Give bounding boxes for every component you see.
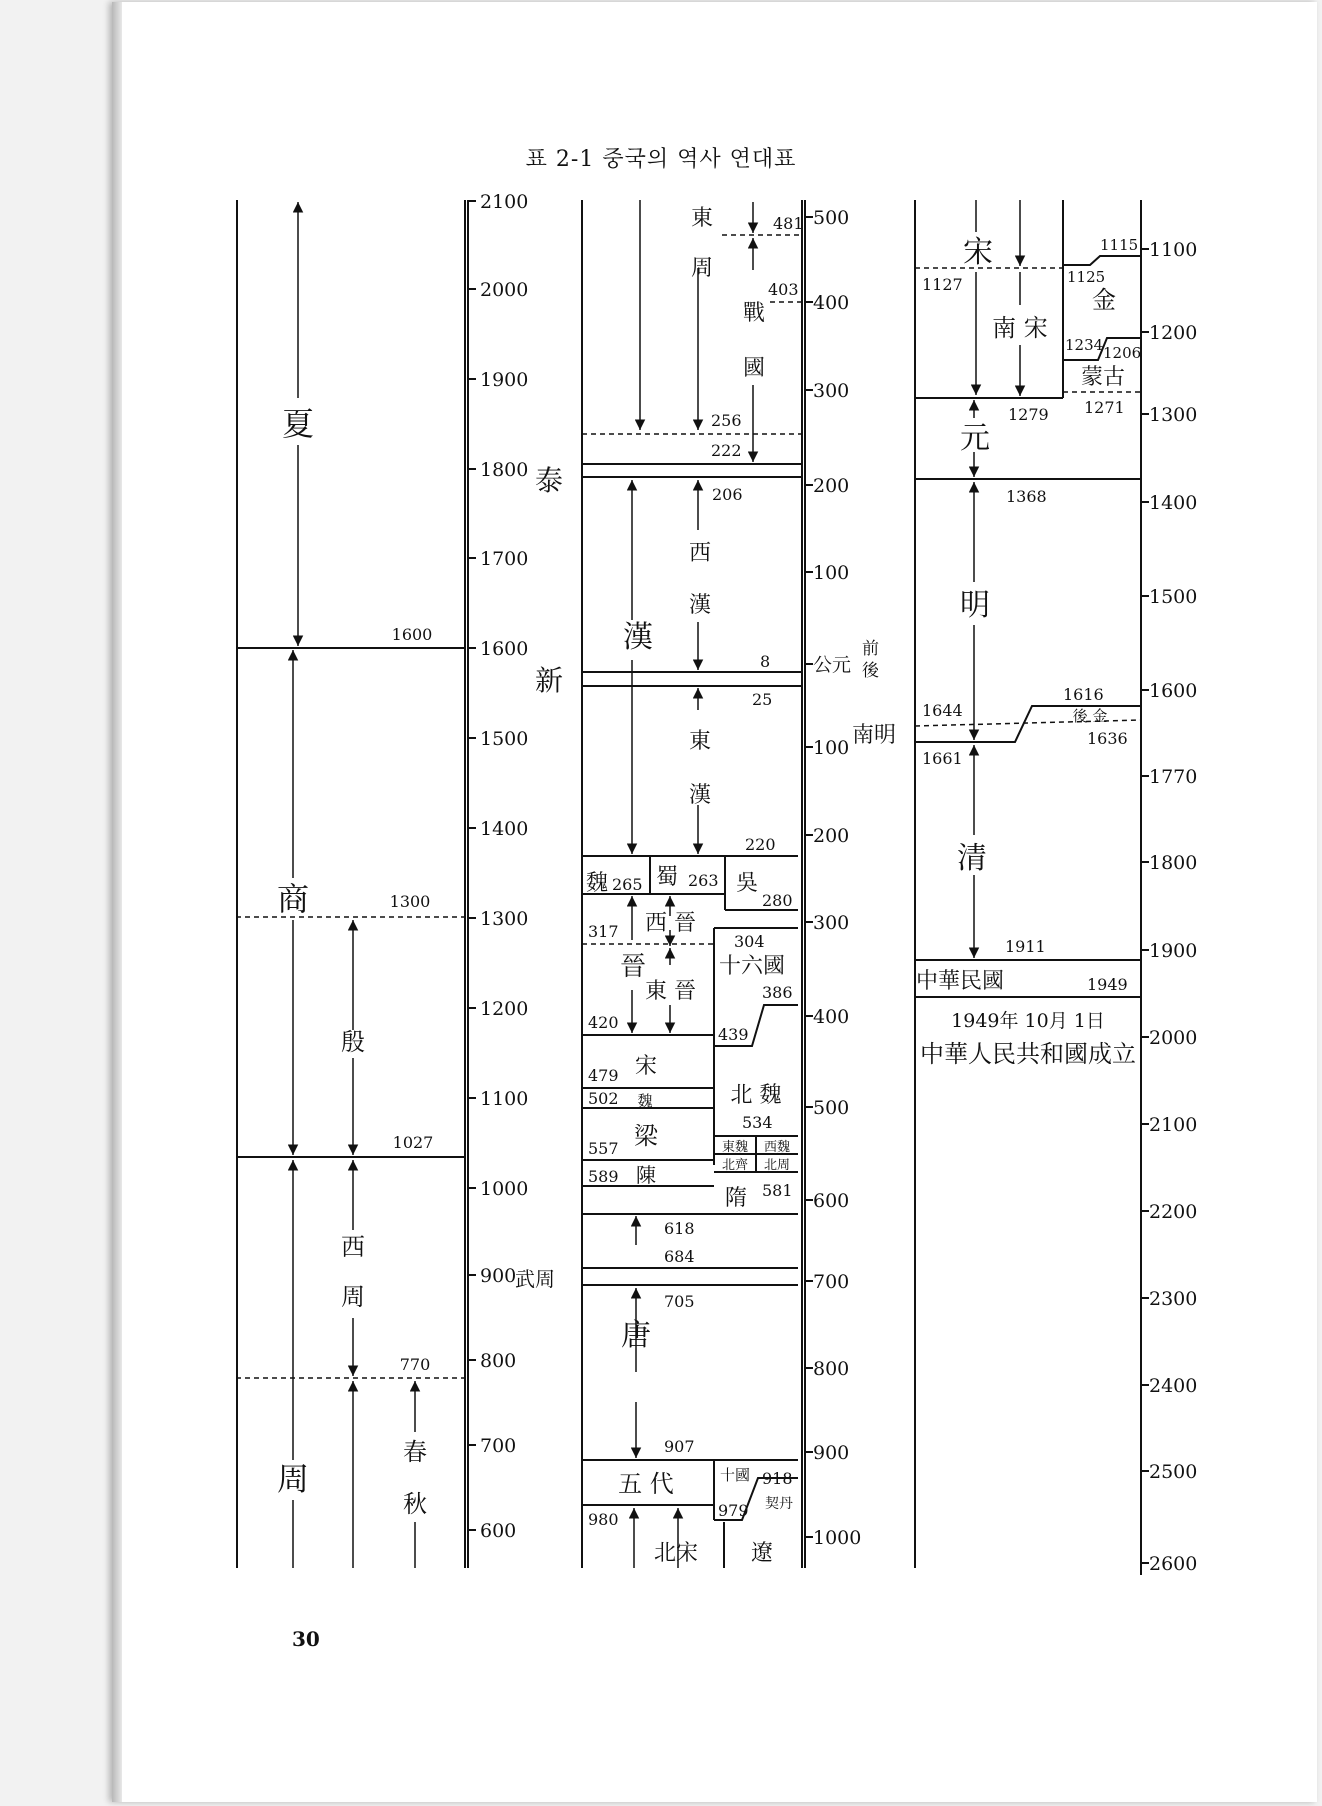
- year-770: 770: [399, 1355, 431, 1374]
- label-han: 漢: [623, 620, 653, 655]
- label-qidan: 契丹: [765, 1496, 793, 1512]
- label-ejin: 東 晉: [645, 979, 696, 1004]
- year-25: 25: [752, 690, 773, 709]
- a2-tick-label: 300: [813, 380, 850, 402]
- label-qi-s: 魏: [637, 1092, 653, 1110]
- label-chen: 陳: [636, 1163, 656, 1187]
- label-sixteen: 十六國: [718, 954, 786, 979]
- a1-tick-label: 1900: [480, 369, 529, 391]
- label-ezhou-2: 周: [690, 256, 714, 281]
- label-zhanguo-1: 戰: [742, 301, 766, 326]
- year-918: 918: [762, 1469, 793, 1488]
- year-1600: 1600: [391, 625, 433, 644]
- label-whan-2: 漢: [688, 593, 712, 618]
- a2-tick-label: 100: [813, 562, 850, 584]
- year-8: 8: [760, 652, 771, 671]
- year-980: 980: [588, 1510, 619, 1529]
- a2-tick-label: 100: [813, 737, 850, 759]
- label-nansong: 南 宋: [992, 314, 1048, 342]
- year-1027: 1027: [392, 1133, 434, 1152]
- a3-tick-label: 2400: [1149, 1375, 1198, 1397]
- year-479: 479: [588, 1066, 619, 1085]
- year-1206: 1206: [1103, 344, 1142, 362]
- year-304: 304: [734, 932, 765, 951]
- axis-1: [468, 191, 528, 1568]
- era-before-label: 前: [862, 639, 879, 659]
- a2-tick-label: 1000: [813, 1527, 862, 1549]
- label-song-s: 宋: [634, 1054, 658, 1079]
- a3-tick-label: 2200: [1149, 1201, 1198, 1223]
- a1-tick-label: 2000: [480, 279, 529, 301]
- year-420: 420: [588, 1013, 619, 1032]
- year-705: 705: [664, 1292, 695, 1311]
- label-xiwei: 西魏: [763, 1140, 791, 1155]
- a3-tick-label: 1200: [1149, 322, 1198, 344]
- year-907: 907: [664, 1437, 695, 1456]
- a1-tick-label: 1100: [480, 1088, 529, 1110]
- axis-3: [1141, 200, 1197, 1575]
- a1-tick-label: 1500: [480, 728, 529, 750]
- year-502: 502: [588, 1089, 619, 1108]
- label-dongwei: 東魏: [721, 1140, 749, 1155]
- label-liang: 梁: [634, 1122, 658, 1150]
- year-589: 589: [588, 1167, 619, 1186]
- a2-tick-label: 400: [813, 292, 850, 314]
- year-534: 534: [742, 1113, 773, 1132]
- label-nwei: 北 魏: [730, 1083, 782, 1108]
- a3-tick-label: 2100: [1149, 1114, 1198, 1136]
- label-prc: 中華人民共和國成立: [920, 1040, 1136, 1068]
- year-1636: 1636: [1087, 729, 1128, 748]
- label-houjin: 後 金: [1072, 707, 1108, 725]
- label-shang: 商: [276, 880, 310, 918]
- a2-tick-label: 500: [813, 1097, 850, 1119]
- label-wzhou-1: 西: [341, 1233, 365, 1261]
- year-979: 979: [718, 1501, 749, 1520]
- year-1300: 1300: [389, 892, 431, 911]
- year-1911: 1911: [1005, 937, 1046, 956]
- year-265: 265: [612, 875, 643, 894]
- label-wuzhou: 武周: [515, 1267, 555, 1291]
- label-chunqiu-2: 秋: [403, 1490, 427, 1518]
- label-whan-1: 西: [688, 541, 712, 566]
- a2-tick-label: 600: [813, 1190, 850, 1212]
- year-403: 403: [768, 280, 799, 299]
- label-sui: 隋: [724, 1186, 748, 1211]
- a3-tick-label: 1800: [1149, 852, 1198, 874]
- year-1644: 1644: [922, 701, 963, 720]
- year-618: 618: [664, 1219, 695, 1238]
- a1-tick-label: 1800: [480, 459, 529, 481]
- label-yuan: 元: [960, 421, 990, 456]
- year-581: 581: [762, 1181, 793, 1200]
- a3-tick-label: 1500: [1149, 586, 1198, 608]
- year-1949: 1949: [1087, 975, 1128, 994]
- label-ezhou-1: 東: [690, 206, 714, 231]
- a1-tick-label: 800: [480, 1350, 517, 1372]
- label-yin: 殷: [341, 1028, 365, 1056]
- a3-tick-label: 1300: [1149, 404, 1198, 426]
- axis-2: [805, 200, 861, 1568]
- label-shu: 蜀: [656, 865, 679, 890]
- label-ehan-2: 漢: [688, 783, 712, 808]
- a1-tick-label: 1000: [480, 1178, 529, 1200]
- year-220: 220: [745, 835, 776, 854]
- year-1115: 1115: [1100, 236, 1139, 254]
- a3-tick-label: 2300: [1149, 1288, 1198, 1310]
- a3-tick-label: 1100: [1149, 239, 1198, 261]
- label-wjin: 西 晉: [645, 911, 696, 936]
- year-1125: 1125: [1067, 268, 1106, 286]
- label-wudai: 五 代: [618, 1470, 674, 1498]
- year-1279: 1279: [1008, 405, 1049, 424]
- label-xia: 夏: [281, 405, 315, 443]
- label-prc-date: 1949年 10月 1日: [951, 1010, 1105, 1032]
- a2-tick-label: 300: [813, 912, 850, 934]
- label-jin-jurchen: 金: [1092, 286, 1116, 314]
- a3-tick-label: 1600: [1149, 680, 1198, 702]
- a1-tick-label: 2100: [480, 191, 529, 213]
- a1-tick-label: 1400: [480, 818, 529, 840]
- a3-tick-label: 1770: [1149, 766, 1198, 788]
- label-ehan-1: 東: [688, 729, 712, 754]
- a3-tick-label: 2000: [1149, 1027, 1198, 1049]
- year-1127: 1127: [922, 275, 963, 294]
- label-nanming: 南明: [852, 723, 897, 748]
- page-number: 30: [292, 1627, 320, 1651]
- a1-tick-label: 1700: [480, 548, 529, 570]
- label-beizhou: 北周: [763, 1158, 791, 1173]
- a2-tick-label: 700: [813, 1271, 850, 1293]
- a3-tick-label: 1900: [1149, 940, 1198, 962]
- label-zhanguo-2: 國: [742, 356, 766, 381]
- label-tang: 唐: [621, 1318, 651, 1353]
- label-song: 宋: [963, 235, 993, 270]
- a2-tick-label: 200: [813, 475, 850, 497]
- year-1661: 1661: [922, 749, 963, 768]
- year-684: 684: [664, 1247, 695, 1266]
- label-wei: 魏: [586, 871, 609, 896]
- year-317: 317: [588, 922, 619, 941]
- a3-tick-label: 2600: [1149, 1553, 1198, 1575]
- year-263: 263: [688, 871, 719, 890]
- a1-tick-label: 1200: [480, 998, 529, 1020]
- a1-tick-label: 1300: [480, 908, 529, 930]
- a2-tick-label: 500: [813, 207, 850, 229]
- a2-tick-label: 900: [813, 1442, 850, 1464]
- a2-tick-label: 400: [813, 1006, 850, 1028]
- year-386: 386: [762, 983, 793, 1002]
- a1-tick-label: 1600: [480, 638, 529, 660]
- label-ming: 明: [960, 588, 990, 623]
- page-title: 표 2-1 중국의 역사 연대표: [525, 147, 797, 172]
- label-chunqiu-1: 春: [403, 1438, 427, 1466]
- label-wu: 吳: [736, 871, 759, 896]
- label-roc: 中華民國: [916, 969, 1005, 994]
- year-206: 206: [712, 485, 743, 504]
- year-222: 222: [711, 441, 742, 460]
- year-1234: 1234: [1065, 336, 1104, 354]
- a1-tick-label: 900: [480, 1265, 517, 1287]
- year-439: 439: [718, 1025, 749, 1044]
- a2-tick-label: 200: [813, 825, 850, 847]
- label-menggu: 蒙古: [1080, 365, 1126, 390]
- year-1616: 1616: [1063, 685, 1104, 704]
- year-256: 256: [711, 411, 742, 430]
- a1-tick-label: 600: [480, 1520, 517, 1542]
- year-1271: 1271: [1084, 398, 1125, 417]
- a3-tick-label: 2500: [1149, 1461, 1198, 1483]
- a2-tick-label: 800: [813, 1358, 850, 1380]
- a2-tick-label: 公元: [813, 654, 852, 676]
- label-jin: 晉: [620, 952, 647, 982]
- label-beisong: 北宋: [653, 1541, 699, 1566]
- year-1368: 1368: [1006, 487, 1047, 506]
- year-557: 557: [588, 1139, 619, 1158]
- label-qin: 泰: [534, 464, 564, 497]
- year-280: 280: [762, 891, 793, 910]
- label-zhou: 周: [276, 1460, 310, 1498]
- year-481: 481: [773, 214, 804, 233]
- label-wzhou-2: 周: [341, 1283, 365, 1311]
- a3-tick-label: 1400: [1149, 492, 1198, 514]
- era-after-label: 後: [862, 661, 879, 681]
- label-beiqi: 北齊: [721, 1158, 749, 1173]
- jin-top: [1063, 256, 1141, 265]
- label-xin: 新: [534, 664, 564, 697]
- label-shiguo: 十國: [719, 1466, 751, 1484]
- label-qing: 清: [957, 841, 987, 876]
- label-liao: 遼: [750, 1541, 774, 1566]
- a1-tick-label: 700: [480, 1435, 517, 1457]
